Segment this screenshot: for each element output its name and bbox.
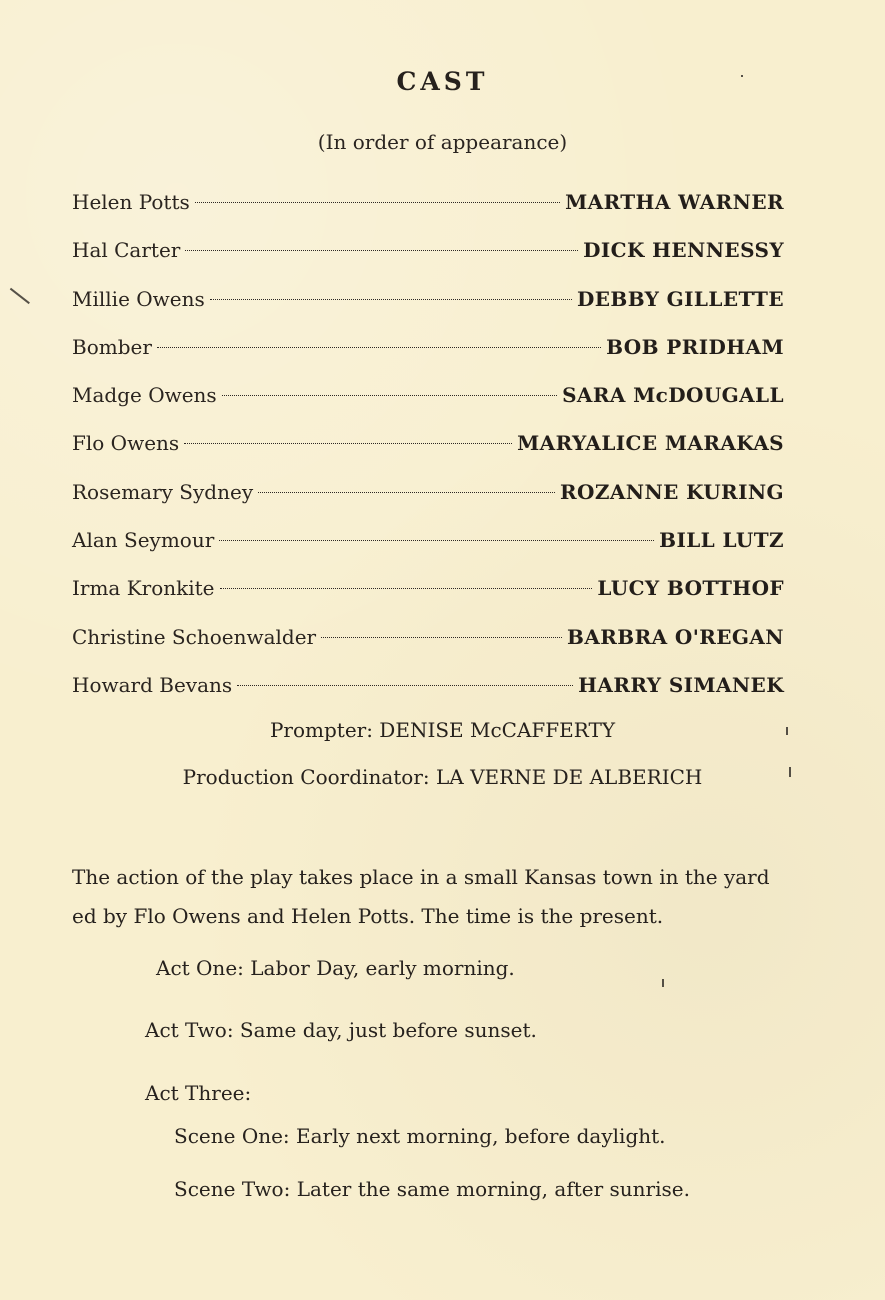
coordinator-credit: Production Coordinator: LA VERNE DE ALBERICH xyxy=(182,765,703,789)
dotted-leader xyxy=(210,299,572,300)
cast-row xyxy=(72,623,784,671)
paper-mark xyxy=(789,767,791,777)
paper-mark xyxy=(786,727,788,735)
cast-row xyxy=(72,188,784,236)
dotted-leader xyxy=(195,202,560,203)
act-two-line: Act Two: Same day, just before sunset. xyxy=(145,1018,537,1042)
cast-row xyxy=(72,478,784,526)
dotted-leader xyxy=(157,347,601,348)
cast-actor: ROZANNE KURING xyxy=(560,479,784,504)
setting-description: The action of the play takes place in a small Kansas town in the yard ed by Flo Owens and Helen Potts. The time is the present. xyxy=(72,865,770,928)
cast-role: Howard Bevans xyxy=(72,672,233,697)
dotted-leader xyxy=(220,588,593,589)
cast-role: Hal Carter xyxy=(72,238,181,263)
cast-actor: MARTHA WARNER xyxy=(565,190,784,214)
page-subtitle: (In order of appearance) xyxy=(317,130,568,154)
cast-actor: BILL LUTZ xyxy=(659,528,784,553)
cast-role: Millie Owens xyxy=(72,286,205,311)
paper-mark xyxy=(10,288,30,304)
prompter-credit: Prompter: DENISE McCAFFERTY xyxy=(269,718,616,742)
cast-role: Alan Seymour xyxy=(72,528,215,553)
cast-row xyxy=(72,526,784,574)
dotted-leader xyxy=(237,685,573,686)
cast-row xyxy=(72,285,784,333)
dotted-leader xyxy=(222,395,557,396)
scene-two-line: Scene Two: Later the same morning, after sunrise. xyxy=(174,1177,690,1201)
dotted-leader xyxy=(219,540,654,541)
act-three-line: Act Three: xyxy=(145,1081,252,1105)
cast-row xyxy=(72,429,784,477)
cast-role: Flo Owens xyxy=(72,431,180,456)
cast-row xyxy=(72,236,784,284)
cast-row xyxy=(72,381,784,429)
page-title: CAST xyxy=(396,67,489,96)
paper-mark xyxy=(741,75,743,77)
paper-mark xyxy=(662,979,664,987)
cast-role: Christine Schoenwalder xyxy=(72,624,317,649)
cast-actor: SARA McDOUGALL xyxy=(562,383,784,408)
cast-actor: HARRY SIMANEK xyxy=(578,672,784,697)
cast-actor: LUCY BOTTHOF xyxy=(597,576,784,601)
cast-role: Bomber xyxy=(72,334,152,359)
scene-one-line: Scene One: Early next morning, before daylight. xyxy=(174,1124,666,1148)
cast-role: Rosemary Sydney xyxy=(72,479,254,504)
cast-actor: DICK HENNESSY xyxy=(583,238,784,263)
cast-role: Madge Owens xyxy=(72,383,217,408)
cast-role: Helen Potts xyxy=(72,190,190,214)
dotted-leader xyxy=(185,250,578,251)
act-one-line: Act One: Labor Day, early morning. xyxy=(156,956,515,980)
cast-role: Irma Kronkite xyxy=(72,576,215,601)
cast-list xyxy=(72,188,784,719)
cast-actor: DEBBY GILLETTE xyxy=(577,286,784,311)
cast-row xyxy=(72,671,784,719)
cast-actor: BOB PRIDHAM xyxy=(606,334,784,359)
cast-actor: MARYALICE MARAKAS xyxy=(517,431,784,456)
dotted-leader xyxy=(184,443,512,444)
dotted-leader xyxy=(321,637,562,638)
cast-row xyxy=(72,574,784,622)
dotted-leader xyxy=(258,492,555,493)
cast-row xyxy=(72,333,784,381)
cast-actor: BARBRA O'REGAN xyxy=(567,624,784,649)
